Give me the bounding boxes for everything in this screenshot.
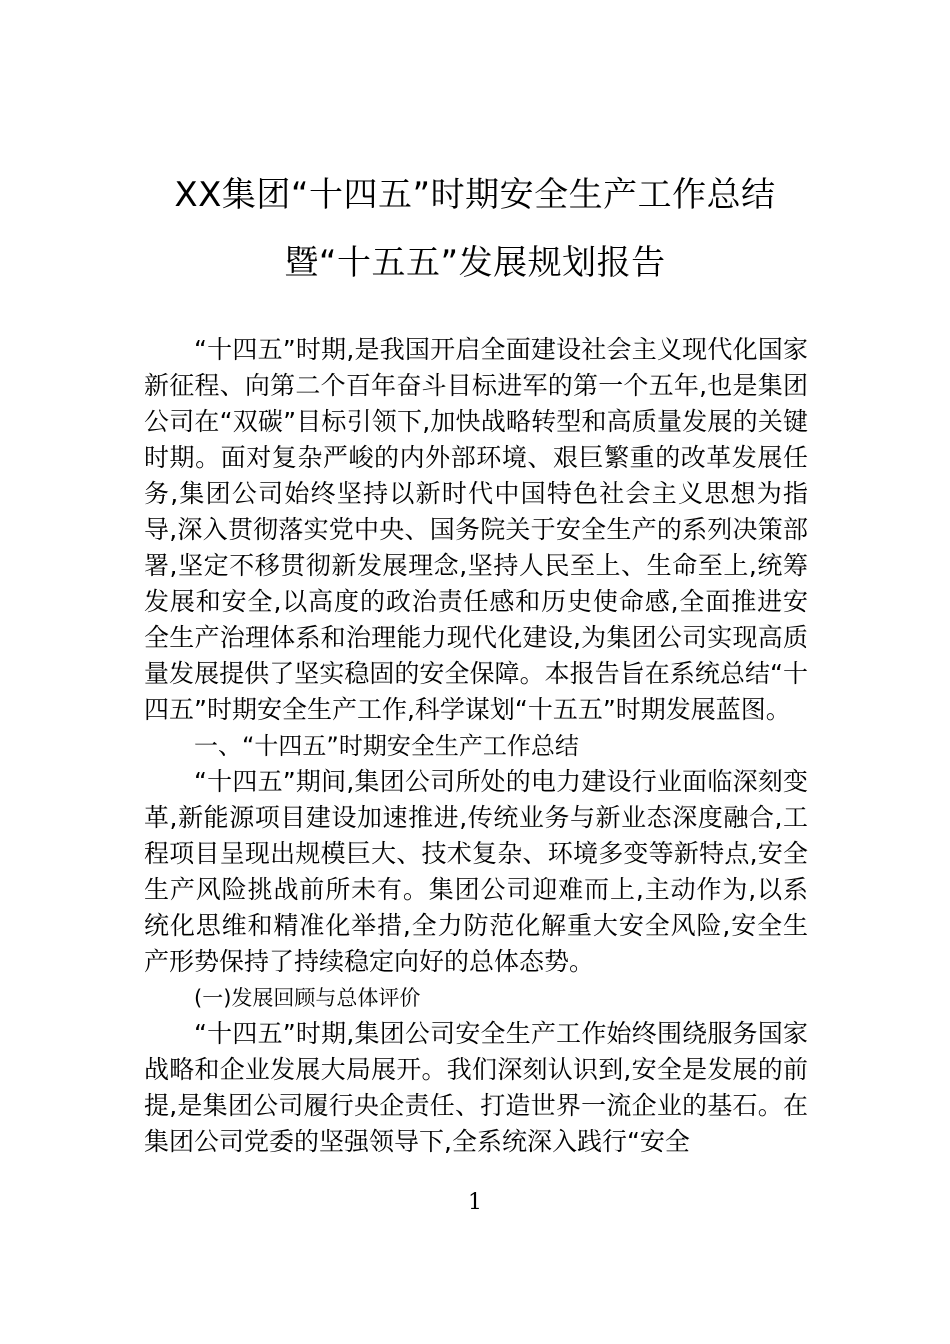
page-number: 1 — [468, 1190, 482, 1215]
section-heading-1: 一、“十四五”时期安全生产工作总结 — [194, 732, 579, 760]
subsection-heading-1: (一)发展回顾与总体评价 — [194, 986, 421, 1010]
document-title-line-1: XX集团“十四五”时期安全生产工作总结 — [174, 175, 776, 215]
section-1-paragraph: “十四五”期间,集团公司所处的电力建设行业面临深刻变革,新能源项目建设加速推进,传统业务与新业态深度融合,工程项目呈现出规模巨大、技术复杂、环境多变等新特点,安全生产风险挑战前所未有。集团公司迎难而上,主动作为,以系统化思维和精准化举措,全力防范化解重大安全风险,安全生产形势保持了持续稳定向好的总体态势。 — [144, 767, 808, 976]
subsection-1-paragraph: “十四五”时期,集团公司安全生产工作始终围绕服务国家战略和企业发展大局展开。我们深刻认识到,安全是发展的前提,是集团公司履行央企责任、打造世界一流企业的基石。在集团公司党委的坚强领导下,全系统深入践行“安全 — [144, 1019, 808, 1156]
document-title-line-2: 暨“十五五”发展规划报告 — [284, 243, 666, 283]
intro-paragraph: “十四五”时期,是我国开启全面建设社会主义现代化国家新征程、向第二个百年奋斗目标进军的第一个五年,也是集团公司在“双碳”目标引领下,加快战略转型和高质量发展的关键时期。面对复杂严峻的内外部环境、艰巨繁重的改革发展任务,集团公司始终坚持以新时代中国特色社会主义思想为指导,深入贯彻落实党中央、国务院关于安全生产的系列决策部署,坚定不移贯彻新发展理念,坚持人民至上、生命至上,统筹发展和安全,以高度的政治责任感和历史使命感,全面推进安全生产治理体系和治理能力现代化建设,为集团公司实现高质量发展提供了坚实稳固的安全保障。本报告旨在系统总结“十四五”时期安全生产工作,科学谋划“十五五”时期发展蓝图。 — [144, 335, 808, 724]
document-body — [144, 332, 808, 1160]
